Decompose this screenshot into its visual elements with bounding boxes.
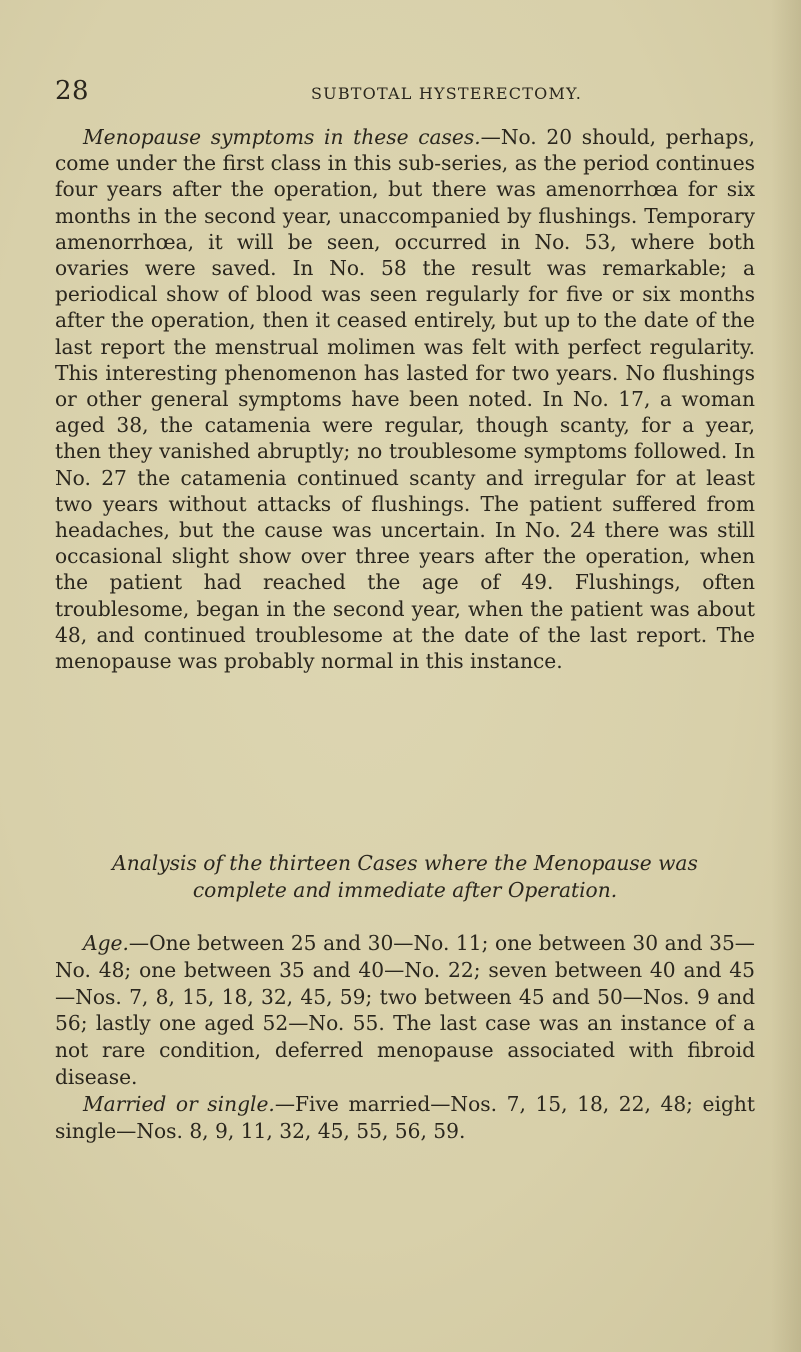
married-text: —Five married—Nos. 7, 15, 18, 22, 48; eight single—Nos. 8, 9, 11, 32, 45, 55, 56, 59.: [55, 1091, 755, 1143]
married-paragraph: [55, 1091, 755, 1145]
page-header: [55, 76, 755, 110]
page-edge-shadow: [771, 0, 801, 1352]
menopause-symptoms-paragraph: [55, 124, 755, 674]
age-text: —One between 25 and 30—No. 11; one between 30 and 35—No. 48; one between 35 and 40—No. 22; seven between 40 and 45—Nos. 7, 8, 15, 18, 32, 45, 59; two between 45 and 50—Nos. 9 and 56; lastly one aged 52—No. 55. The last case was an instance of a not rare condition, deferred menopause associated with fibroid disease.: [55, 931, 755, 1089]
married-lead-italic: Married or single.: [83, 1091, 275, 1116]
paragraph-text: —No. 20 should, perhaps, come under the first class in this sub-series, as the period continues four years after the operation, but there was amenorrhœa for six months in the second year, unaccompanied by flushings. Temporary amenorrhœa, it will be seen, occurred in No. 53, where both ovaries were saved. In No. 58 the result was remarkable; a periodical show of blood was seen regularly for five or six months after the operation, then it ceased entirely, but up to the date of the last report the menstrual molimen was felt with perfect regularity. This interesting phenomenon has lasted for two years. No flushings or other general symptoms have been noted. In No. 17, a woman aged 38, the catamenia were regular, though scanty, for a year, then they vanished abruptly; no troublesome symptoms followed. In No. 27 the catamenia continued scanty and irregular for at least two years without attacks of flushings. The patient suffered from headaches, but the cause was uncertain. In No. 24 there was still occasional slight show over three years after the operation, when the patient had reached the age of 49. Flushings, often troublesome, began in the second year, when the patient was about 48, and continued troublesome at the date of the last report. The menopause was probably normal in this instance.: [55, 125, 755, 674]
paragraph-lead-italic: Menopause symptoms in these cases.: [83, 125, 481, 149]
age-paragraph: [55, 930, 755, 1091]
analysis-text-block: [55, 930, 755, 1144]
page-number: 28: [55, 76, 90, 106]
section-heading-line-2: complete and immediate after Operation.: [192, 878, 618, 902]
section-heading-line-1: Analysis of the thirteen Cases where the Menopause was: [112, 851, 698, 875]
age-lead-italic: Age.: [83, 931, 129, 955]
running-title: SUBTOTAL HYSTERECTOMY.: [311, 84, 583, 103]
section-heading: [55, 850, 755, 904]
main-text-block: [55, 124, 755, 674]
